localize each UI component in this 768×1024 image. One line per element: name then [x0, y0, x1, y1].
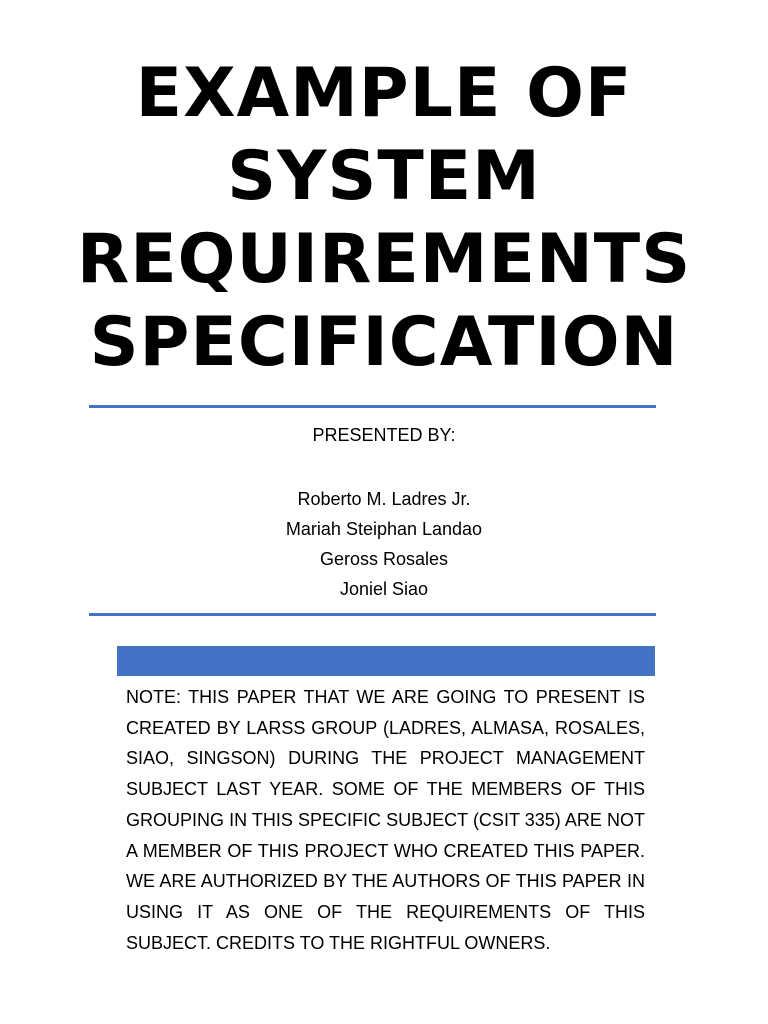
top-divider	[89, 405, 656, 408]
note-paragraph: NOTE: THIS PAPER THAT WE ARE GOING TO PRESENT IS CREATED BY LARSS GROUP (LADRES, ALMASA, ROSALES, SIAO, SINGSON) DURING THE PROJECT MANAGEMENT SUBJECT LAST YEAR. SOME OF THE MEMBERS OF THIS GROUPING IN THIS SPECIFIC SUBJECT (CSIT 335) ARE NOT A MEMBER OF THIS PROJECT WHO CREATED THIS PAPER. WE ARE AUTHORIZED BY THE AUTHORS OF THIS PAPER IN USING IT AS ONE OF THE REQUIREMENTS OF THIS SUBJECT. CREDITS TO THE RIGHTFUL OWNERS.	[126, 687, 645, 953]
title-line: SPECIFICATION	[89, 303, 679, 382]
author-name: Joniel Siao	[339, 579, 429, 599]
title-line: SYSTEM	[227, 137, 541, 216]
presented-by-label: PRESENTED BY:	[312, 425, 456, 445]
title-line: EXAMPLE OF	[135, 54, 633, 133]
author-name: Geross Rosales	[319, 549, 449, 569]
bottom-divider	[89, 613, 656, 616]
author-name: Mariah Steiphan Landao	[285, 519, 483, 539]
title-line: REQUIREMENTS	[76, 220, 692, 299]
author-list	[0, 484, 768, 604]
author-name: Roberto M. Ladres Jr.	[297, 489, 471, 509]
note-header-bar	[117, 646, 655, 676]
document-title	[0, 52, 768, 384]
